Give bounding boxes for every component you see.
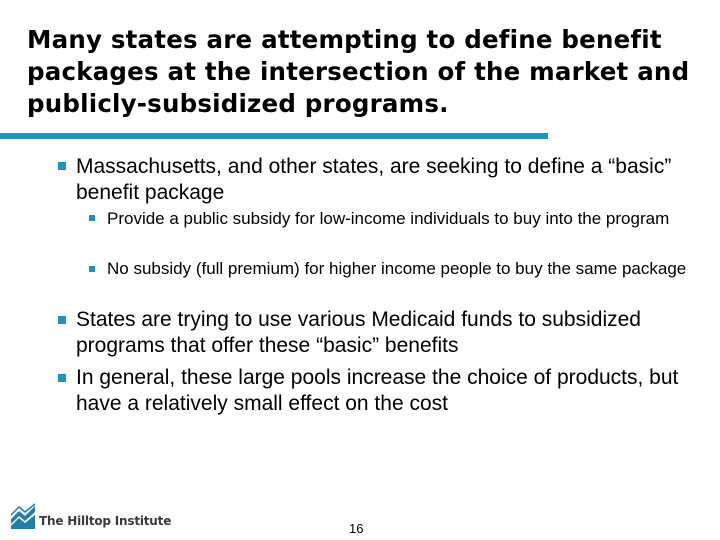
sub-bullet-text: Provide a public subsidy for low-income individuals to buy into the program: [107, 209, 670, 228]
page-number: 16: [349, 521, 364, 536]
bullet-square-icon: [58, 374, 66, 382]
bullet-square-icon: [58, 162, 66, 170]
bullet-text: Massachusetts, and other states, are seeking to define a “basic” benefit package: [76, 155, 672, 204]
sub-bullet-square-icon: [89, 215, 95, 221]
bullet-square-icon: [58, 316, 66, 324]
sub-bullet-square-icon: [89, 266, 95, 272]
hilltop-logo-icon: [11, 503, 35, 529]
bullet-text: In general, these large pools increase the choice of products, but have a relatively small effect on the cost: [76, 366, 679, 415]
title-underline: [0, 133, 548, 139]
logo-text: The Hilltop Institute: [39, 514, 172, 528]
sub-bullet-text: No subsidy (full premium) for higher income people to buy the same package: [107, 259, 687, 278]
bullet-text: States are trying to use various Medicaid funds to subsidized programs that offer these “basic” benefits: [76, 308, 641, 357]
slide-title: Many states are attempting to define benefit packages at the intersection of the market and publicly-subsidized programs.: [27, 25, 690, 118]
